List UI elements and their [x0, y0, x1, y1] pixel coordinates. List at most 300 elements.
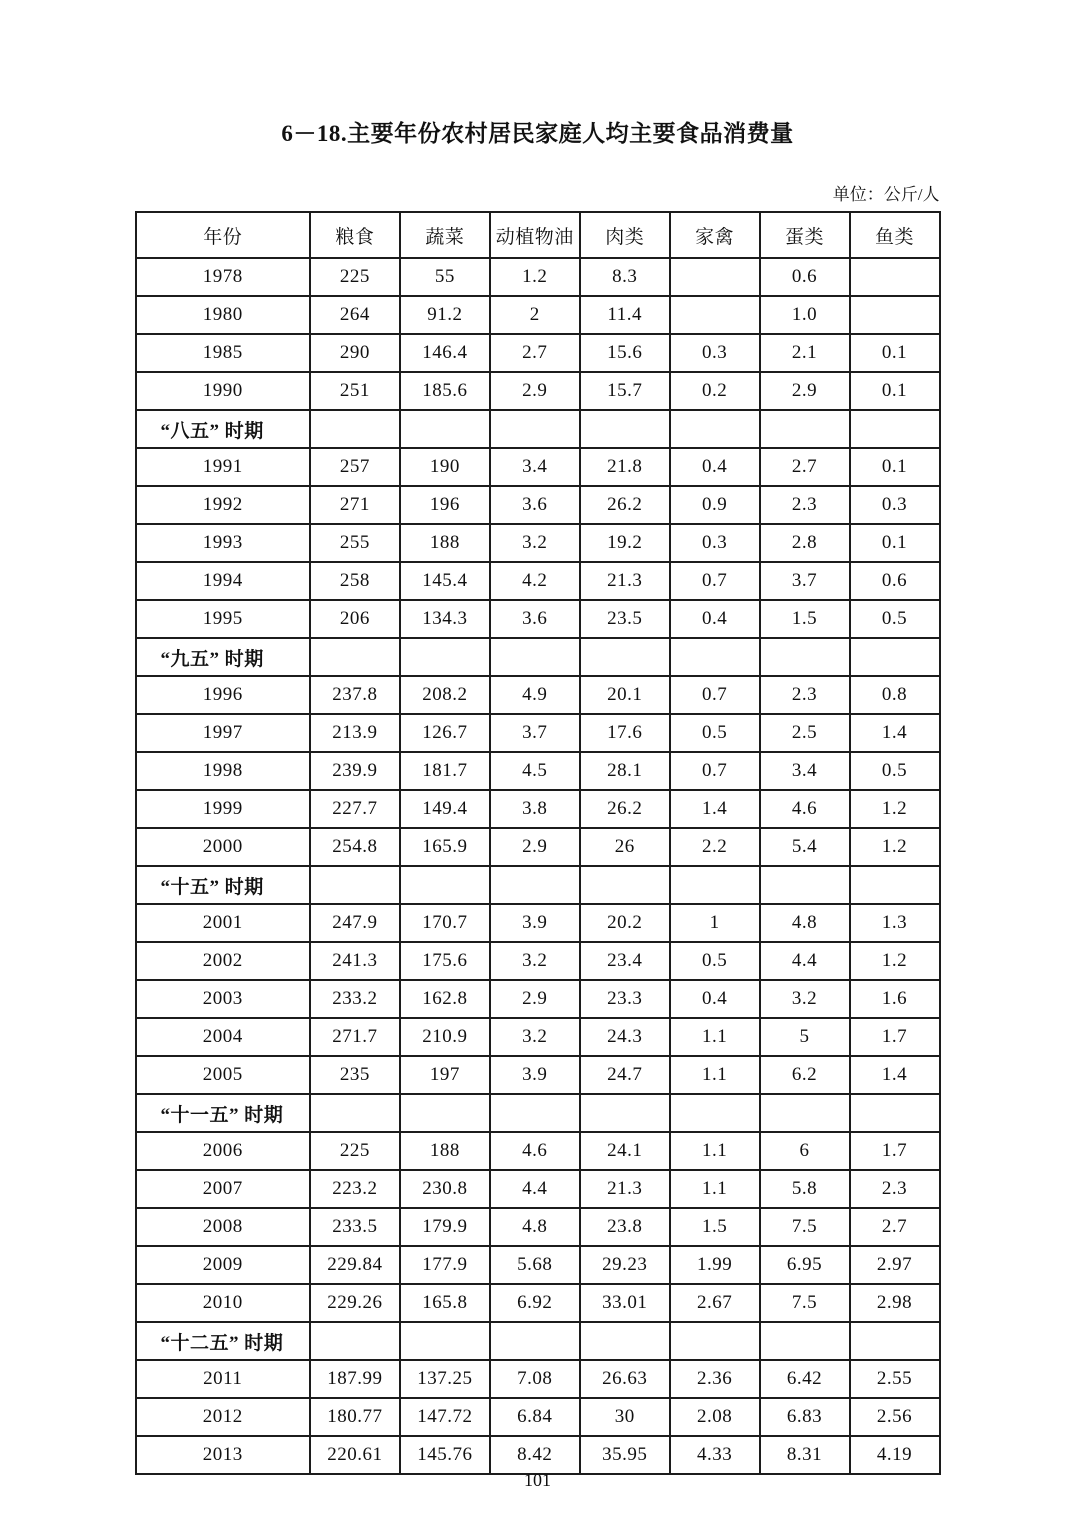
value-cell: 2.5 — [760, 714, 850, 752]
value-cell: 225 — [310, 1132, 400, 1170]
value-cell: 230.8 — [400, 1170, 490, 1208]
value-cell: 290 — [310, 334, 400, 372]
empty-cell — [400, 1094, 490, 1132]
year-cell: 2007 — [136, 1170, 310, 1208]
year-cell: 1980 — [136, 296, 310, 334]
column-header: 蛋类 — [760, 212, 850, 258]
value-cell: 5 — [760, 1018, 850, 1056]
empty-cell — [670, 1322, 760, 1360]
value-cell: 208.2 — [400, 676, 490, 714]
value-cell: 17.6 — [580, 714, 670, 752]
value-cell: 235 — [310, 1056, 400, 1094]
empty-cell — [490, 866, 580, 904]
empty-cell — [760, 1094, 850, 1132]
value-cell: 3.4 — [490, 448, 580, 486]
value-cell: 0.4 — [670, 980, 760, 1018]
empty-cell — [400, 1322, 490, 1360]
value-cell: 1.1 — [670, 1170, 760, 1208]
empty-cell — [760, 866, 850, 904]
value-cell: 26.63 — [580, 1360, 670, 1398]
year-cell: 2005 — [136, 1056, 310, 1094]
column-header: 年份 — [136, 212, 310, 258]
year-cell: 2000 — [136, 828, 310, 866]
empty-cell — [400, 866, 490, 904]
value-cell: 0.1 — [850, 448, 940, 486]
value-cell: 3.9 — [490, 904, 580, 942]
year-cell: 2002 — [136, 942, 310, 980]
value-cell: 1.5 — [670, 1208, 760, 1246]
value-cell: 2.7 — [490, 334, 580, 372]
value-cell: 33.01 — [580, 1284, 670, 1322]
value-cell: 2.8 — [760, 524, 850, 562]
value-cell: 26 — [580, 828, 670, 866]
table-row — [136, 1398, 940, 1436]
empty-cell — [310, 1322, 400, 1360]
value-cell: 1.6 — [850, 980, 940, 1018]
year-cell: 2006 — [136, 1132, 310, 1170]
food-consumption-table — [135, 211, 941, 1475]
empty-cell — [490, 638, 580, 676]
value-cell: 6.83 — [760, 1398, 850, 1436]
empty-cell — [400, 638, 490, 676]
table-row — [136, 1284, 940, 1322]
value-cell: 4.9 — [490, 676, 580, 714]
value-cell: 24.7 — [580, 1056, 670, 1094]
value-cell: 264 — [310, 296, 400, 334]
page-number: 101 — [524, 1470, 551, 1490]
value-cell: 187.99 — [310, 1360, 400, 1398]
value-cell: 229.84 — [310, 1246, 400, 1284]
value-cell: 239.9 — [310, 752, 400, 790]
value-cell: 7.08 — [490, 1360, 580, 1398]
value-cell: 1 — [670, 904, 760, 942]
empty-cell — [580, 1322, 670, 1360]
value-cell: 6.84 — [490, 1398, 580, 1436]
value-cell: 223.2 — [310, 1170, 400, 1208]
value-cell: 3.2 — [760, 980, 850, 1018]
value-cell: 271.7 — [310, 1018, 400, 1056]
table-row — [136, 1208, 940, 1246]
value-cell: 28.1 — [580, 752, 670, 790]
value-cell: 180.77 — [310, 1398, 400, 1436]
value-cell: 4.8 — [490, 1208, 580, 1246]
empty-cell — [670, 638, 760, 676]
table-row — [136, 1360, 940, 1398]
value-cell: 190 — [400, 448, 490, 486]
table-row — [136, 600, 940, 638]
table-row — [136, 448, 940, 486]
empty-cell — [580, 410, 670, 448]
value-cell: 188 — [400, 524, 490, 562]
unit-note: 单位：公斤/人 — [832, 185, 940, 204]
year-cell: 2003 — [136, 980, 310, 1018]
value-cell: 188 — [400, 1132, 490, 1170]
year-cell: 1990 — [136, 372, 310, 410]
period-section-row — [136, 638, 940, 676]
table-row — [136, 714, 940, 752]
year-cell: 1995 — [136, 600, 310, 638]
table-row — [136, 486, 940, 524]
year-cell: 1998 — [136, 752, 310, 790]
table-row — [136, 942, 940, 980]
year-cell: 2012 — [136, 1398, 310, 1436]
value-cell: 0.4 — [670, 600, 760, 638]
value-cell: 1.7 — [850, 1132, 940, 1170]
value-cell: 196 — [400, 486, 490, 524]
value-cell: 30 — [580, 1398, 670, 1436]
page-title: 6－18.主要年份农村居民家庭人均主要食品消费量 — [281, 121, 794, 146]
value-cell: 2.3 — [850, 1170, 940, 1208]
period-section-row — [136, 410, 940, 448]
value-cell: 2.98 — [850, 1284, 940, 1322]
value-cell: 3.8 — [490, 790, 580, 828]
value-cell: 7.5 — [760, 1208, 850, 1246]
value-cell: 185.6 — [400, 372, 490, 410]
empty-cell — [850, 866, 940, 904]
value-cell: 4.2 — [490, 562, 580, 600]
value-cell: 0.3 — [670, 524, 760, 562]
value-cell: 247.9 — [310, 904, 400, 942]
value-cell: 0.7 — [670, 752, 760, 790]
value-cell: 229.26 — [310, 1284, 400, 1322]
value-cell: 20.2 — [580, 904, 670, 942]
period-section-label: “八五” 时期 — [136, 410, 310, 448]
value-cell: 1.1 — [670, 1056, 760, 1094]
value-cell: 206 — [310, 600, 400, 638]
value-cell: 15.7 — [580, 372, 670, 410]
value-cell: 1.2 — [490, 258, 580, 296]
year-cell: 2013 — [136, 1436, 310, 1474]
value-cell: 170.7 — [400, 904, 490, 942]
empty-cell — [670, 866, 760, 904]
empty-cell — [310, 1094, 400, 1132]
value-cell: 179.9 — [400, 1208, 490, 1246]
value-cell: 0.6 — [850, 562, 940, 600]
value-cell: 1.0 — [760, 296, 850, 334]
column-header: 蔬菜 — [400, 212, 490, 258]
year-cell: 2011 — [136, 1360, 310, 1398]
value-cell: 1.4 — [850, 714, 940, 752]
value-cell: 4.6 — [490, 1132, 580, 1170]
column-header: 动植物油 — [490, 212, 580, 258]
value-cell: 175.6 — [400, 942, 490, 980]
value-cell: 2.55 — [850, 1360, 940, 1398]
value-cell: 1.3 — [850, 904, 940, 942]
value-cell: 2.36 — [670, 1360, 760, 1398]
column-header: 肉类 — [580, 212, 670, 258]
value-cell: 5.4 — [760, 828, 850, 866]
value-cell: 0.1 — [850, 334, 940, 372]
value-cell: 1.1 — [670, 1132, 760, 1170]
value-cell — [850, 258, 940, 296]
empty-cell — [580, 638, 670, 676]
value-cell: 91.2 — [400, 296, 490, 334]
value-cell: 165.8 — [400, 1284, 490, 1322]
empty-cell — [850, 1322, 940, 1360]
year-cell: 1992 — [136, 486, 310, 524]
empty-cell — [850, 1094, 940, 1132]
table-row — [136, 1436, 940, 1474]
empty-cell — [760, 1322, 850, 1360]
value-cell: 29.23 — [580, 1246, 670, 1284]
table-row — [136, 828, 940, 866]
value-cell: 35.95 — [580, 1436, 670, 1474]
value-cell: 227.7 — [310, 790, 400, 828]
value-cell: 177.9 — [400, 1246, 490, 1284]
value-cell: 145.4 — [400, 562, 490, 600]
value-cell: 4.6 — [760, 790, 850, 828]
value-cell: 0.5 — [670, 942, 760, 980]
value-cell: 55 — [400, 258, 490, 296]
year-cell: 1994 — [136, 562, 310, 600]
value-cell: 0.3 — [670, 334, 760, 372]
value-cell: 0.3 — [850, 486, 940, 524]
table-row — [136, 562, 940, 600]
table-row — [136, 980, 940, 1018]
value-cell: 21.8 — [580, 448, 670, 486]
value-cell: 146.4 — [400, 334, 490, 372]
year-cell: 2009 — [136, 1246, 310, 1284]
value-cell: 257 — [310, 448, 400, 486]
value-cell: 11.4 — [580, 296, 670, 334]
value-cell — [670, 296, 760, 334]
value-cell: 21.3 — [580, 1170, 670, 1208]
value-cell: 251 — [310, 372, 400, 410]
value-cell: 0.6 — [760, 258, 850, 296]
empty-cell — [490, 1094, 580, 1132]
period-section-row — [136, 1094, 940, 1132]
value-cell: 1.2 — [850, 790, 940, 828]
value-cell: 162.8 — [400, 980, 490, 1018]
year-cell: 1985 — [136, 334, 310, 372]
table-row — [136, 1170, 940, 1208]
year-cell: 1997 — [136, 714, 310, 752]
value-cell: 23.8 — [580, 1208, 670, 1246]
value-cell — [670, 258, 760, 296]
value-cell: 1.99 — [670, 1246, 760, 1284]
value-cell: 19.2 — [580, 524, 670, 562]
year-cell: 1999 — [136, 790, 310, 828]
table-row — [136, 904, 940, 942]
value-cell: 2.9 — [490, 828, 580, 866]
value-cell: 3.6 — [490, 600, 580, 638]
value-cell: 26.2 — [580, 790, 670, 828]
value-cell: 0.5 — [850, 600, 940, 638]
year-cell: 2001 — [136, 904, 310, 942]
value-cell: 1.2 — [850, 942, 940, 980]
value-cell: 197 — [400, 1056, 490, 1094]
value-cell: 3.7 — [760, 562, 850, 600]
value-cell: 3.7 — [490, 714, 580, 752]
column-header: 粮食 — [310, 212, 400, 258]
value-cell: 26.2 — [580, 486, 670, 524]
value-cell: 0.8 — [850, 676, 940, 714]
value-cell: 4.8 — [760, 904, 850, 942]
table-row — [136, 334, 940, 372]
table-row — [136, 1056, 940, 1094]
year-cell: 2010 — [136, 1284, 310, 1322]
value-cell: 3.4 — [760, 752, 850, 790]
value-cell: 21.3 — [580, 562, 670, 600]
table-row — [136, 1246, 940, 1284]
value-cell: 1.7 — [850, 1018, 940, 1056]
header-row — [136, 212, 940, 258]
value-cell: 4.33 — [670, 1436, 760, 1474]
period-section-label: “十一五” 时期 — [136, 1094, 310, 1132]
table-body — [136, 258, 940, 1474]
value-cell: 254.8 — [310, 828, 400, 866]
value-cell: 0.2 — [670, 372, 760, 410]
value-cell: 5.68 — [490, 1246, 580, 1284]
value-cell: 149.4 — [400, 790, 490, 828]
value-cell: 5.8 — [760, 1170, 850, 1208]
value-cell: 23.4 — [580, 942, 670, 980]
value-cell: 210.9 — [400, 1018, 490, 1056]
value-cell: 2 — [490, 296, 580, 334]
table-header — [136, 212, 940, 258]
value-cell: 126.7 — [400, 714, 490, 752]
table-row — [136, 752, 940, 790]
value-cell: 165.9 — [400, 828, 490, 866]
value-cell: 3.6 — [490, 486, 580, 524]
value-cell: 1.4 — [850, 1056, 940, 1094]
value-cell: 3.2 — [490, 942, 580, 980]
value-cell: 0.1 — [850, 524, 940, 562]
value-cell: 3.9 — [490, 1056, 580, 1094]
value-cell: 225 — [310, 258, 400, 296]
value-cell: 1.4 — [670, 790, 760, 828]
value-cell: 2.9 — [760, 372, 850, 410]
table-row — [136, 258, 940, 296]
value-cell: 2.2 — [670, 828, 760, 866]
table-row — [136, 1132, 940, 1170]
value-cell: 213.9 — [310, 714, 400, 752]
value-cell: 0.4 — [670, 448, 760, 486]
value-cell: 181.7 — [400, 752, 490, 790]
empty-cell — [310, 410, 400, 448]
empty-cell — [490, 410, 580, 448]
period-section-label: “九五” 时期 — [136, 638, 310, 676]
empty-cell — [490, 1322, 580, 1360]
value-cell: 0.5 — [670, 714, 760, 752]
value-cell: 0.9 — [670, 486, 760, 524]
value-cell: 3.2 — [490, 1018, 580, 1056]
empty-cell — [580, 1094, 670, 1132]
year-cell: 1991 — [136, 448, 310, 486]
value-cell: 6.42 — [760, 1360, 850, 1398]
year-cell: 2004 — [136, 1018, 310, 1056]
empty-cell — [310, 866, 400, 904]
value-cell: 2.67 — [670, 1284, 760, 1322]
value-cell: 6.95 — [760, 1246, 850, 1284]
value-cell: 2.97 — [850, 1246, 940, 1284]
year-cell: 1978 — [136, 258, 310, 296]
value-cell: 7.5 — [760, 1284, 850, 1322]
table-row — [136, 296, 940, 334]
value-cell: 24.1 — [580, 1132, 670, 1170]
table-row — [136, 1018, 940, 1056]
value-cell: 15.6 — [580, 334, 670, 372]
year-cell: 2008 — [136, 1208, 310, 1246]
value-cell: 0.1 — [850, 372, 940, 410]
value-cell: 220.61 — [310, 1436, 400, 1474]
value-cell: 23.5 — [580, 600, 670, 638]
value-cell: 8.3 — [580, 258, 670, 296]
period-section-row — [136, 1322, 940, 1360]
value-cell: 1.5 — [760, 600, 850, 638]
value-cell: 2.3 — [760, 486, 850, 524]
value-cell: 4.4 — [490, 1170, 580, 1208]
value-cell: 8.42 — [490, 1436, 580, 1474]
value-cell: 2.56 — [850, 1398, 940, 1436]
value-cell: 2.08 — [670, 1398, 760, 1436]
value-cell: 6 — [760, 1132, 850, 1170]
value-cell: 4.19 — [850, 1436, 940, 1474]
year-cell: 1993 — [136, 524, 310, 562]
value-cell: 0.7 — [670, 562, 760, 600]
period-section-label: “十二五” 时期 — [136, 1322, 310, 1360]
empty-cell — [400, 410, 490, 448]
year-cell: 1996 — [136, 676, 310, 714]
empty-cell — [760, 410, 850, 448]
value-cell: 6.92 — [490, 1284, 580, 1322]
value-cell: 258 — [310, 562, 400, 600]
value-cell: 4.5 — [490, 752, 580, 790]
column-header: 鱼类 — [850, 212, 940, 258]
table-row — [136, 676, 940, 714]
period-section-row — [136, 866, 940, 904]
value-cell: 6.2 — [760, 1056, 850, 1094]
value-cell: 20.1 — [580, 676, 670, 714]
value-cell: 233.5 — [310, 1208, 400, 1246]
column-header: 家禽 — [670, 212, 760, 258]
value-cell: 8.31 — [760, 1436, 850, 1474]
value-cell: 2.7 — [760, 448, 850, 486]
empty-cell — [580, 866, 670, 904]
empty-cell — [760, 638, 850, 676]
value-cell: 3.2 — [490, 524, 580, 562]
value-cell: 2.1 — [760, 334, 850, 372]
empty-cell — [670, 1094, 760, 1132]
value-cell: 24.3 — [580, 1018, 670, 1056]
empty-cell — [670, 410, 760, 448]
empty-cell — [310, 638, 400, 676]
value-cell: 145.76 — [400, 1436, 490, 1474]
value-cell: 134.3 — [400, 600, 490, 638]
value-cell: 255 — [310, 524, 400, 562]
value-cell: 2.7 — [850, 1208, 940, 1246]
value-cell: 241.3 — [310, 942, 400, 980]
table-row — [136, 790, 940, 828]
value-cell: 233.2 — [310, 980, 400, 1018]
value-cell: 23.3 — [580, 980, 670, 1018]
value-cell: 4.4 — [760, 942, 850, 980]
value-cell: 2.9 — [490, 980, 580, 1018]
empty-cell — [850, 638, 940, 676]
value-cell: 147.72 — [400, 1398, 490, 1436]
value-cell: 0.5 — [850, 752, 940, 790]
value-cell: 1.2 — [850, 828, 940, 866]
value-cell: 237.8 — [310, 676, 400, 714]
value-cell: 137.25 — [400, 1360, 490, 1398]
value-cell — [850, 296, 940, 334]
value-cell: 2.9 — [490, 372, 580, 410]
empty-cell — [850, 410, 940, 448]
value-cell: 2.3 — [760, 676, 850, 714]
value-cell: 1.1 — [670, 1018, 760, 1056]
table-row — [136, 372, 940, 410]
value-cell: 0.7 — [670, 676, 760, 714]
